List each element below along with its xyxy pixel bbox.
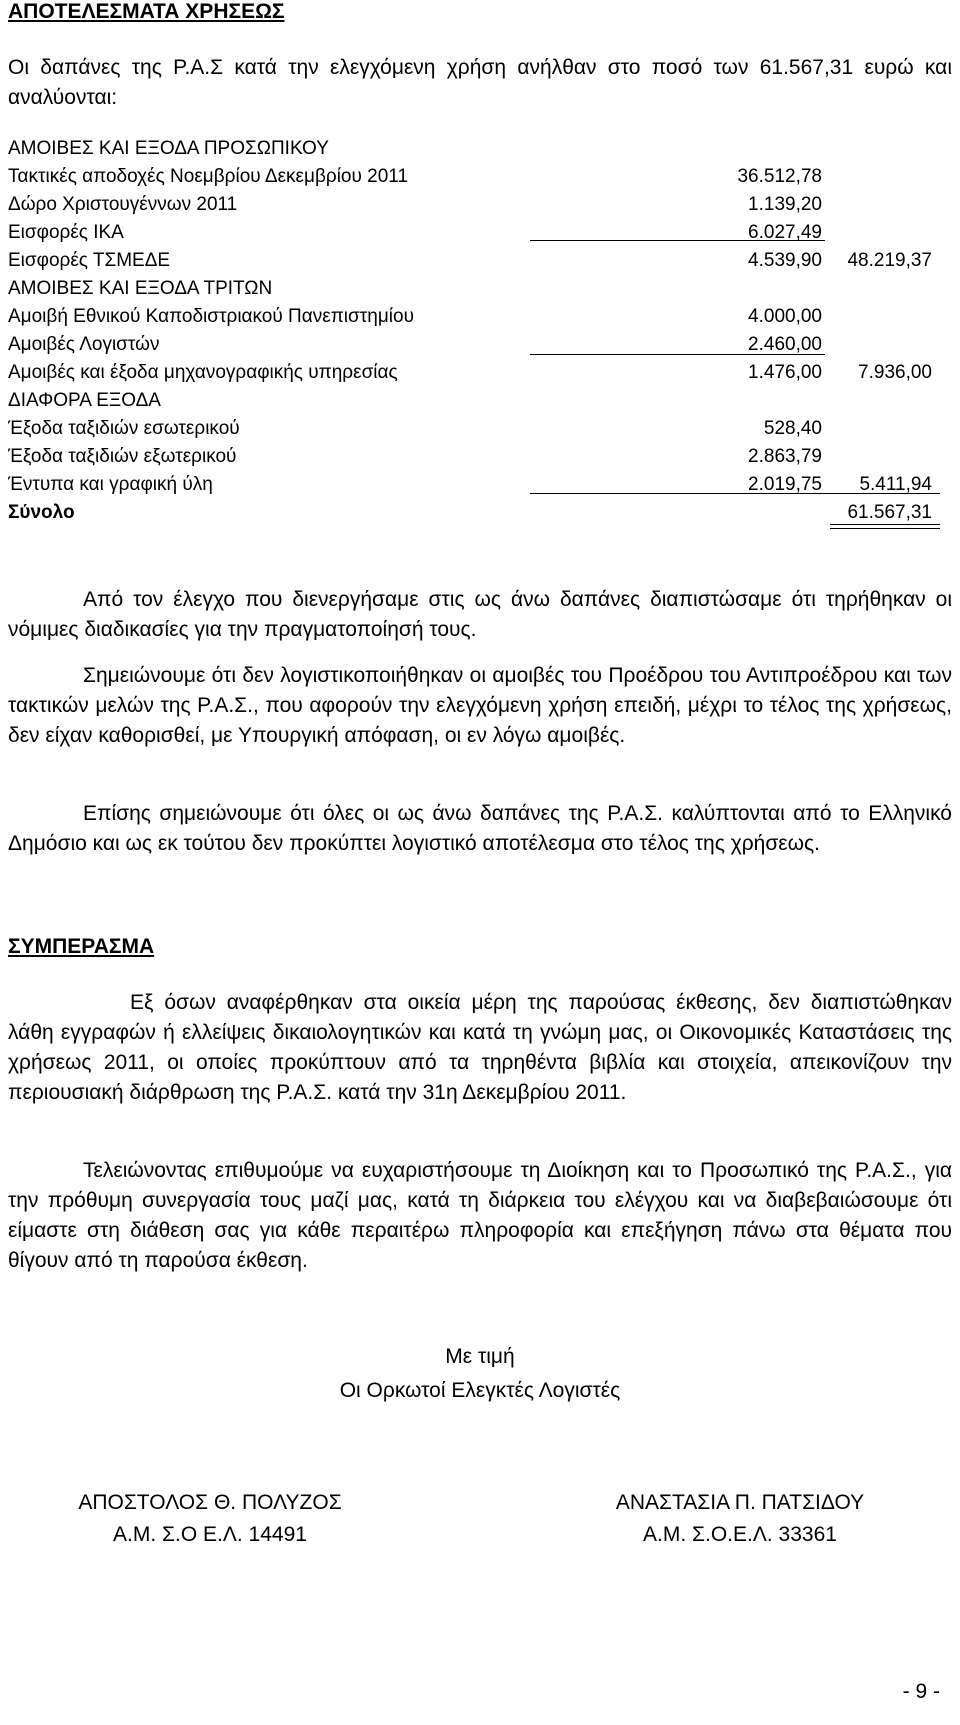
paragraph: Τελειώνοντας επιθυμούμε να ευχαριστήσουμε τη Διοίκηση και το Προσωπικό της Ρ.Α.Σ., για την πρόθυμη συνεργασία τους μαζί μας, κατά τη διάρκεια του ελέγχου και να διαβεβαιώσουμε ότι είμαστε στη διάθεση σας για κάθε περαιτέρω πληροφορία και επεξήγηση πάνω στα θέματα που θίγουν από τη παρούσα έκθεση. — [8, 1159, 952, 1272]
signature-registration: Α.Μ. Σ.Ο.Ε.Λ. 33361 — [643, 1523, 837, 1546]
subtotal-third-parties: 7.936,00 — [858, 362, 932, 383]
paragraph: Επίσης σημειώνουμε ότι όλες οι ως άνω δαπάνες της Ρ.Α.Σ. καλύπτονται από το Ελληνικό Δημόσιο και ως εκ τούτου δεν προκύπτει λογιστικό αποτέλεσμα στο τέλος της χρήσεως. — [8, 802, 952, 855]
signature-registration: Α.Μ. Σ.Ο Ε.Λ. 14491 — [113, 1523, 307, 1546]
expense-row: Τακτικές αποδοχές Νοεμβρίου Δεκεμβρίου 2011 36.512,78 — [8, 166, 822, 187]
expense-row: Έντυπα και γραφική ύλη 2.019,75 5.411,94 — [8, 470, 952, 500]
conclusion-heading: ΣΥΜΠΕΡΑΣΜΑ — [8, 935, 155, 958]
expense-row: Έξοδα ταξιδιών εσωτερικού 528,40 — [8, 418, 822, 439]
section-title-third-parties: ΑΜΟΙΒΕΣ ΚΑΙ ΕΞΟΔΑ ΤΡΙΤΩΝ — [8, 278, 273, 299]
salutation: Με τιμή — [445, 1345, 515, 1368]
subtotal-other: 5.411,94 — [859, 474, 932, 495]
rule-line — [530, 493, 940, 494]
expense-row: Αμοιβές και έξοδα μηχανογραφικής υπηρεσίας 1.476,00 7.936,00 — [8, 358, 952, 388]
rule-line — [530, 240, 825, 241]
paragraph: Σημειώνουμε ότι δεν λογιστικοποιήθηκαν οι αμοιβές του Προέδρου του Αντιπροέδρου και των τακτικών μελών της Ρ.Α.Σ., που αφορούν την ελεγχόμενη χρήση επειδή, μέχρι το τέλος της χρήσεως, δεν είχαν καθορισθεί, με Υπουργική απόφαση, οι εν λόγω αμοιβές. — [8, 664, 952, 747]
expense-row: Αμοιβή Εθνικού Καποδιστριακού Πανεπιστημίου 4.000,00 — [8, 306, 822, 327]
total-row: Σύνολο 61.567,31 — [8, 498, 952, 528]
expense-row: Εισφορές ΤΣΜΕΔΕ 4.539,90 48.219,37 — [8, 246, 952, 276]
paragraph: Από τον έλεγχο που διενεργήσαμε στις ως άνω δαπάνες διαπιστώσαμε ότι τηρήθηκαν οι νόμιμες διαδικασίες για την πραγματοποίησή τους. — [8, 588, 952, 641]
expense-row: Αμοιβές Λογιστών 2.460,00 — [8, 334, 822, 355]
signers-title: Οι Ορκωτοί Ελεγκτές Λογιστές — [339, 1379, 621, 1402]
signature-name: ΑΠΟΣΤΟΛΟΣ Θ. ΠΟΛΥΖΟΣ — [78, 1491, 342, 1514]
section-title-personnel: ΑΜΟΙΒΕΣ ΚΑΙ ΕΞΟΔΑ ΠΡΟΣΩΠΙΚΟΥ — [8, 138, 329, 159]
total-double-rule-top — [830, 524, 940, 525]
total-amount: 61.567,31 — [847, 502, 932, 523]
subtotal-personnel: 48.219,37 — [847, 250, 932, 271]
expense-row: Έξοδα ταξιδιών εξωτερικού 2.863,79 — [8, 446, 822, 467]
expense-row: Εισφορές ΙΚΑ 6.027,49 — [8, 222, 822, 243]
page-number: - 9 - — [902, 1680, 940, 1703]
expense-row: Δώρο Χριστουγέννων 2011 1.139,20 — [8, 194, 822, 215]
section-title-other: ΔΙΑΦΟΡΑ ΕΞΟΔΑ — [8, 390, 161, 411]
paragraph: Εξ όσων αναφέρθηκαν στα οικεία μέρη της παρούσας έκθεσης, δεν διαπιστώθηκαν λάθη εγγραφών ή ελλείψεις δικαιολογητικών και κατά τη γνώμη μας, οι Οικονομικές Καταστάσεις της χρήσεως 2011, οι οποίες προκύπτουν από τα τηρηθέντα βιβλία και στοιχεία, απεικονίζουν την περιουσιακή διάρθρωση της Ρ.Α.Σ. κατά την 31η Δεκεμβρίου 2011. — [8, 991, 952, 1104]
total-double-rule-bottom — [830, 528, 940, 529]
rule-line — [530, 354, 825, 355]
signature-name: ΑΝΑΣΤΑΣΙΑ Π. ΠΑΤΣΙΔΟΥ — [615, 1491, 865, 1514]
intro-paragraph: Οι δαπάνες της Ρ.Α.Σ κατά την ελεγχόμενη χρήση ανήλθαν στο ποσό των 61.567,31 ευρώ και αναλύονται: — [8, 56, 952, 109]
results-heading: ΑΠΟΤΕΛΕΣΜΑΤΑ ΧΡΗΣΕΩΣ — [8, 0, 285, 23]
